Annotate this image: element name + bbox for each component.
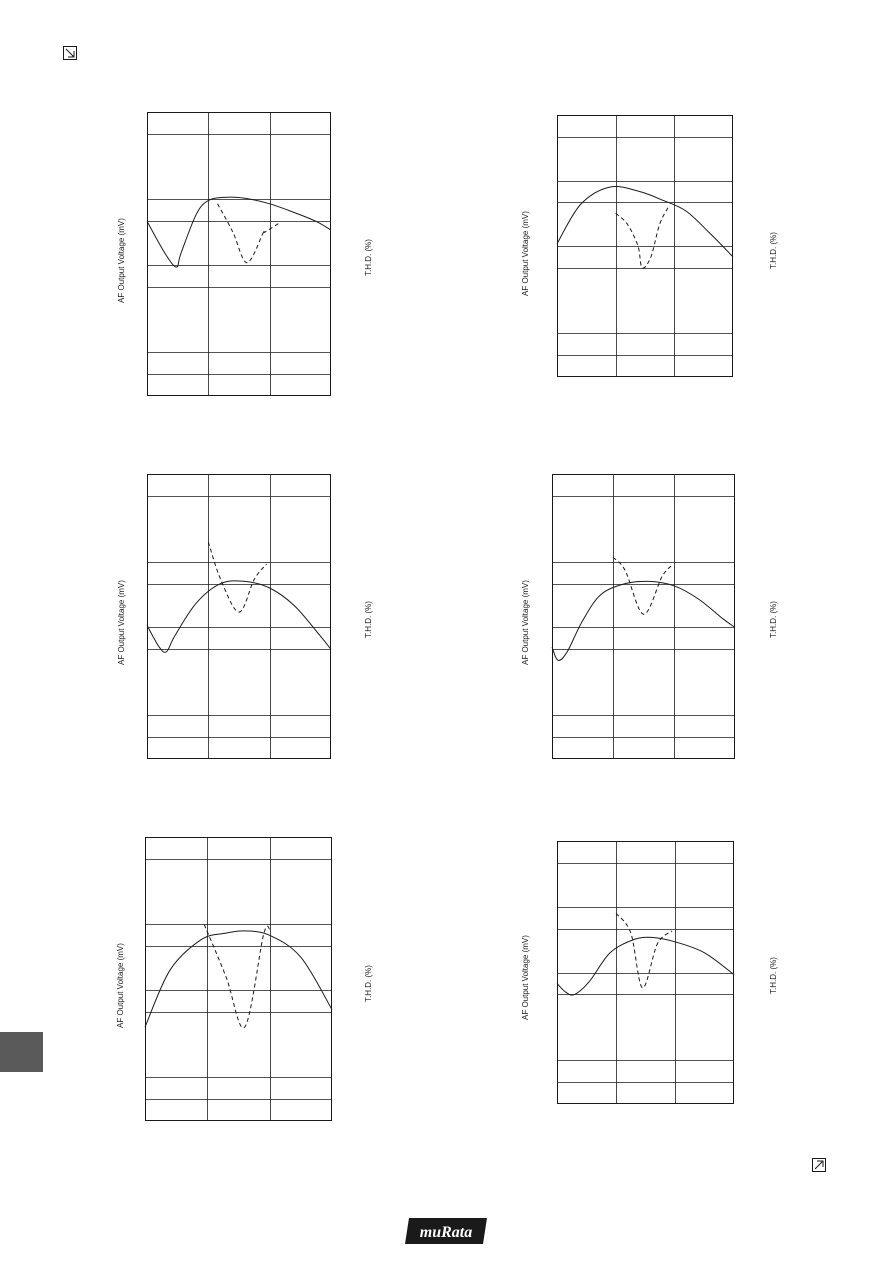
plot-frame <box>558 842 734 1104</box>
series-line-output <box>147 581 331 652</box>
y-axis-label: AF Output Voltage (mV) <box>117 580 126 665</box>
y2-axis-label: T.H.D. (%) <box>769 957 778 994</box>
chart-2 <box>557 115 733 377</box>
plot-area <box>557 841 734 1104</box>
y-axis-label: AF Output Voltage (mV) <box>521 580 530 665</box>
series-line-thd <box>616 913 672 988</box>
y2-axis-label: T.H.D. (%) <box>364 601 373 638</box>
plot-area <box>147 112 331 396</box>
plot-frame <box>553 475 735 759</box>
y2-axis-label: T.H.D. (%) <box>364 965 373 1002</box>
y-axis-label: AF Output Voltage (mV) <box>116 943 125 1028</box>
y-axis-label: AF Output Voltage (mV) <box>521 211 530 296</box>
murata-logo <box>405 1218 487 1244</box>
series-line-thd <box>218 204 279 263</box>
series-line-output <box>552 581 735 660</box>
chart-5 <box>145 837 332 1121</box>
series-line-thd <box>613 557 671 614</box>
series-line-thd <box>616 207 669 268</box>
chart-6 <box>557 841 734 1104</box>
chart-3 <box>147 474 331 759</box>
arrow-down-right-box-icon <box>63 46 77 60</box>
plot-frame <box>148 113 331 396</box>
plot-area <box>147 474 331 759</box>
plot-frame <box>146 838 332 1121</box>
plot-area <box>552 474 735 759</box>
y-axis-label: AF Output Voltage (mV) <box>117 218 126 303</box>
series-line-output <box>557 937 734 995</box>
y2-axis-label: T.H.D. (%) <box>769 232 778 269</box>
chart-1 <box>147 112 331 396</box>
y2-axis-label: T.H.D. (%) <box>364 239 373 276</box>
plot-area <box>557 115 733 377</box>
plot-frame <box>148 475 331 759</box>
plot-area <box>145 837 332 1121</box>
plot-frame <box>558 116 733 377</box>
logo-text: muRata <box>419 1224 473 1241</box>
series-line-output <box>147 197 331 267</box>
series-line-thd <box>208 542 266 612</box>
y2-axis-label: T.H.D. (%) <box>769 601 778 638</box>
section-side-tab <box>0 1032 43 1072</box>
y-axis-label: AF Output Voltage (mV) <box>521 935 530 1020</box>
arrow-up-right-box-icon <box>812 1158 826 1172</box>
chart-4 <box>552 474 735 759</box>
